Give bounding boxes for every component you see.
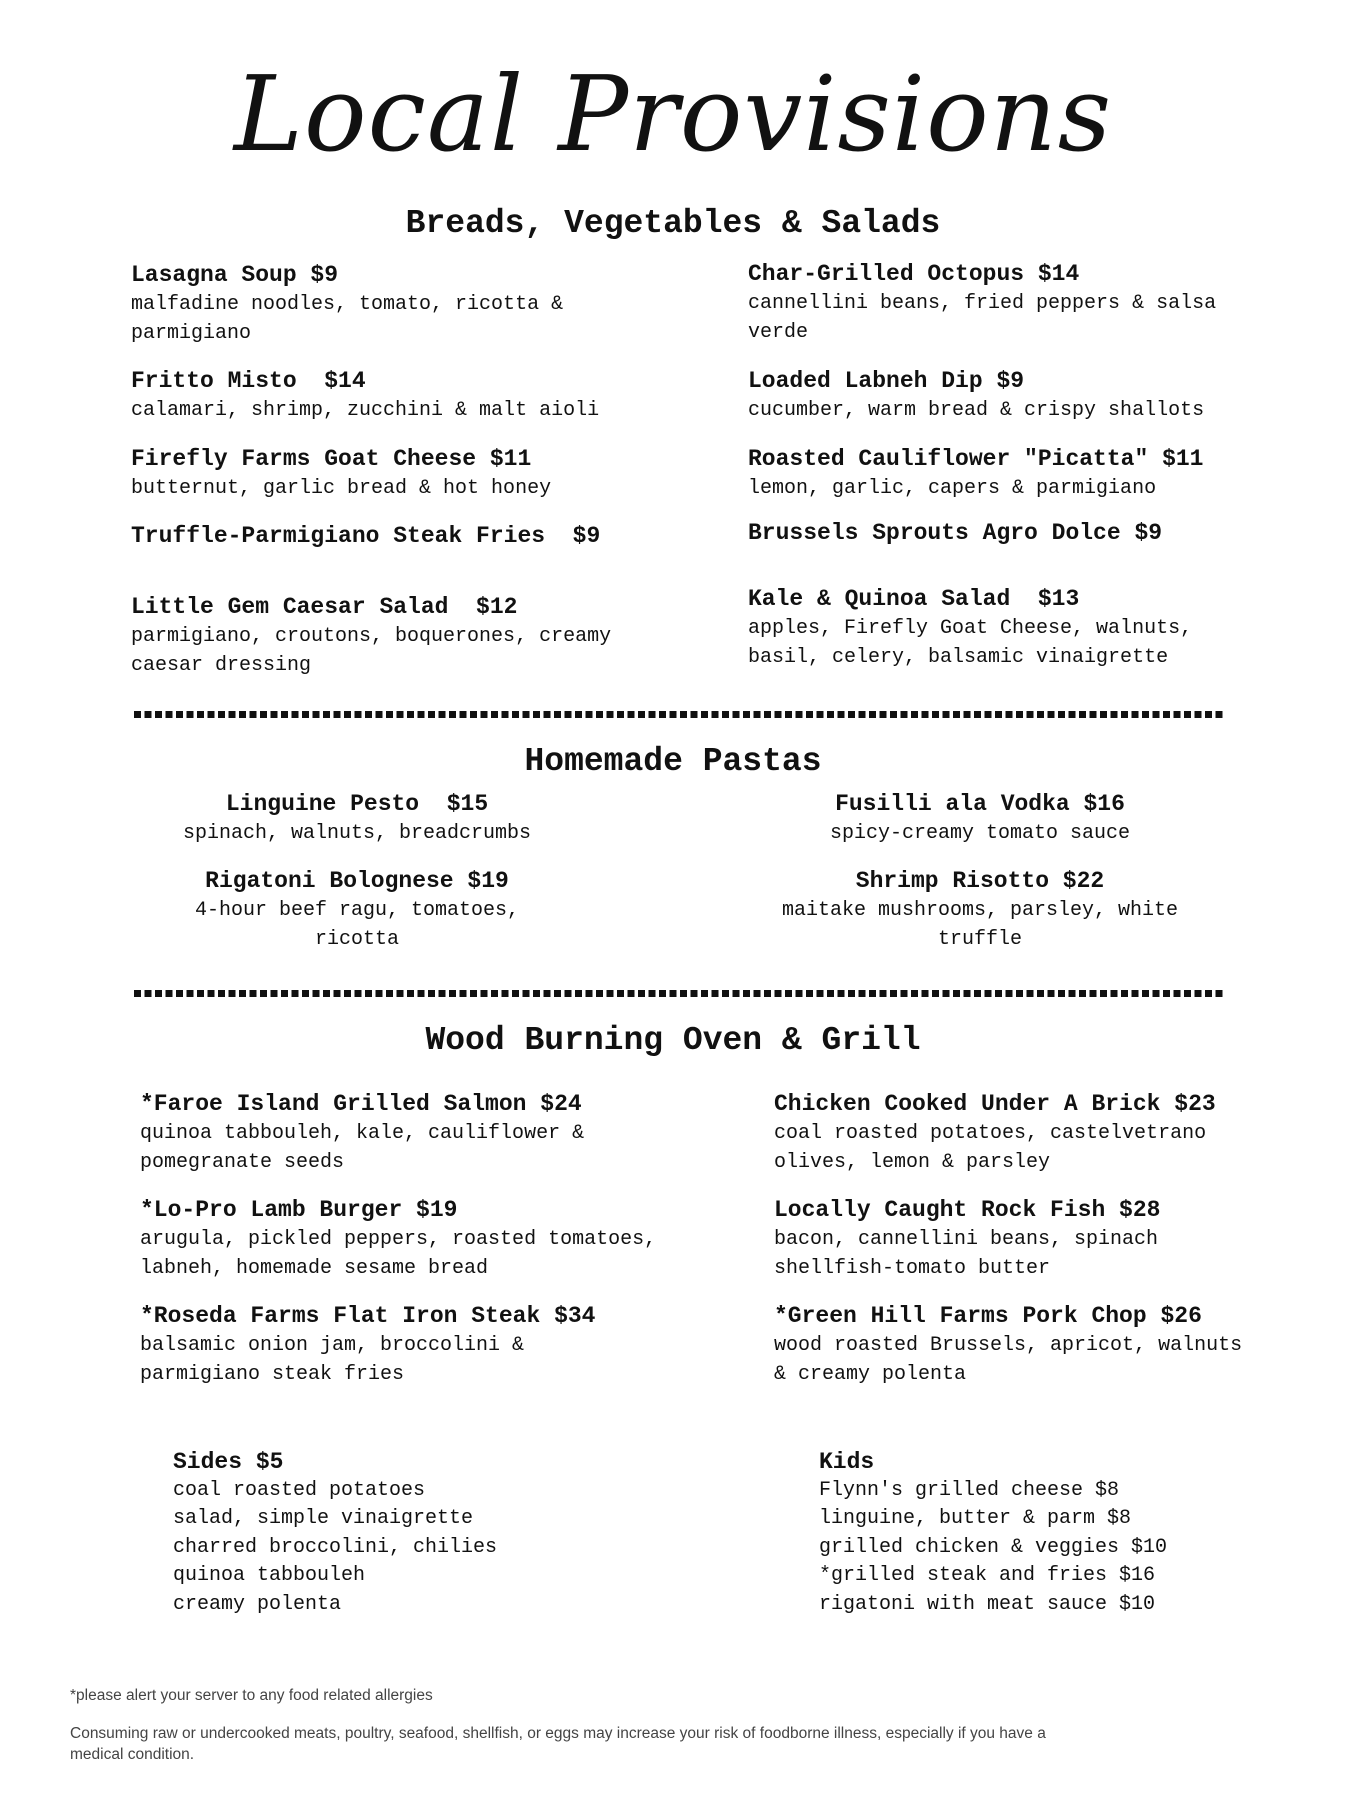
- item-name: Chicken Cooked Under A Brick $23: [774, 1091, 1216, 1117]
- grill-item: [140, 1301, 640, 1389]
- item-name: Fritto Misto $14: [131, 368, 366, 394]
- pasta-item: [760, 866, 1200, 954]
- item-name: Linguine Pesto $15: [225, 791, 489, 817]
- breads-item: [748, 444, 1318, 503]
- item-desc: lemon, garlic, capers & parmigiano: [748, 477, 1157, 500]
- grill-item: [774, 1301, 1264, 1389]
- item-name: Truffle-Parmigiano Steak Fries $9: [131, 523, 601, 549]
- item-name: *Lo-Pro Lamb Burger $19: [140, 1197, 458, 1223]
- health-warning: Consuming raw or undercooked meats, poultry, seafood, shellfish, or eggs may increase your risk of foodborne illness, especially if you have a medical condition.: [70, 1725, 1046, 1763]
- item-desc: 4-hour beef ragu, tomatoes, ricotta: [194, 899, 520, 951]
- section-title-grill: Wood Burning Oven & Grill: [425, 1022, 921, 1059]
- breads-item: [748, 518, 1308, 548]
- item-name: Rigatoni Bolognese $19: [205, 868, 509, 894]
- breads-item: [131, 592, 631, 680]
- item-name: *Roseda Farms Flat Iron Steak $34: [140, 1303, 596, 1329]
- item-desc: parmigiano, croutons, boquerones, creamy caesar dressing: [131, 625, 612, 677]
- item-desc: spinach, walnuts, breadcrumbs: [182, 822, 532, 845]
- breads-item: [748, 259, 1268, 347]
- sides-title: Sides $5: [173, 1449, 284, 1475]
- grill-item: [140, 1089, 660, 1177]
- grill-item: [774, 1089, 1274, 1177]
- item-name: Fusilli ala Vodka $16: [835, 791, 1125, 817]
- kids-item: linguine, butter & parm $8: [819, 1507, 1132, 1531]
- kids-title: Kids: [819, 1449, 875, 1475]
- pasta-item: [760, 789, 1200, 848]
- section-title-pastas: Homemade Pastas: [524, 743, 822, 780]
- item-name: Char-Grilled Octopus $14: [748, 261, 1080, 287]
- allergy-note: *please alert your server to any food related allergies: [70, 1687, 433, 1704]
- kids-item: *grilled steak and fries $16: [819, 1564, 1156, 1588]
- restaurant-title: Local Provisions: [233, 53, 1113, 175]
- item-name: *Green Hill Farms Pork Chop $26: [774, 1303, 1202, 1329]
- pasta-item: [152, 866, 562, 954]
- grill-item: [140, 1195, 660, 1283]
- item-desc: wood roasted Brussels, apricot, walnuts & creamy polenta: [774, 1334, 1243, 1386]
- item-desc: apples, Firefly Goat Cheese, walnuts, basil, celery, balsamic vinaigrette: [748, 617, 1193, 669]
- sides-list: [173, 1447, 633, 1619]
- pasta-item: [152, 789, 562, 848]
- grill-item: [774, 1195, 1254, 1283]
- item-name: Brussels Sprouts Agro Dolce $9: [748, 520, 1163, 546]
- kids-item: grilled chicken & veggies $10: [819, 1535, 1168, 1559]
- item-name: Lasagna Soup $9: [131, 262, 339, 288]
- item-desc: quinoa tabbouleh, kale, cauliflower & pomegranate seeds: [140, 1122, 585, 1174]
- item-name: Locally Caught Rock Fish $28: [774, 1197, 1161, 1223]
- item-desc: malfadine noodles, tomato, ricotta & parmigiano: [131, 293, 564, 345]
- item-desc: cannellini beans, fried peppers & salsa verde: [748, 292, 1217, 344]
- side-item: charred broccolini, chilies: [173, 1535, 498, 1559]
- side-item: quinoa tabbouleh: [173, 1564, 366, 1588]
- item-desc: maitake mushrooms, parsley, white truffle: [781, 899, 1179, 951]
- item-desc: bacon, cannellini beans, spinach shellfish-tomato butter: [774, 1228, 1159, 1280]
- dotted-divider: [134, 990, 1224, 997]
- side-item: coal roasted potatoes: [173, 1479, 426, 1502]
- section-title-breads: Breads, Vegetables & Salads: [405, 205, 941, 242]
- breads-item: [131, 444, 691, 503]
- item-desc: butternut, garlic bread & hot honey: [131, 477, 552, 500]
- item-desc: cucumber, warm bread & crispy shallots: [748, 399, 1205, 422]
- side-item: salad, simple vinaigrette: [173, 1507, 474, 1531]
- item-desc: calamari, shrimp, zucchini & malt aioli: [131, 399, 600, 422]
- dotted-divider: [134, 711, 1224, 718]
- item-name: Kale & Quinoa Salad $13: [748, 586, 1080, 612]
- item-name: Roasted Cauliflower "Picatta" $11: [748, 446, 1204, 472]
- item-name: Firefly Farms Goat Cheese $11: [131, 446, 532, 472]
- side-item: creamy polenta: [173, 1592, 342, 1616]
- item-name: Shrimp Risotto $22: [855, 868, 1105, 894]
- breads-item: [748, 366, 1308, 425]
- item-desc: spicy-creamy tomato sauce: [829, 822, 1131, 845]
- item-desc: balsamic onion jam, broccolini & parmigiano steak fries: [140, 1334, 525, 1386]
- item-desc: coal roasted potatoes, castelvetrano olives, lemon & parsley: [774, 1122, 1207, 1174]
- kids-item: rigatoni with meat sauce $10: [819, 1592, 1156, 1616]
- breads-item: [748, 584, 1258, 672]
- breads-item: [131, 260, 651, 348]
- item-desc: arugula, pickled peppers, roasted tomatoes, labneh, homemade sesame bread: [140, 1228, 657, 1280]
- breads-item: [131, 366, 691, 425]
- breads-item: [131, 521, 691, 551]
- item-name: Little Gem Caesar Salad $12: [131, 594, 518, 620]
- kids-list: [819, 1447, 1279, 1619]
- kids-item: Flynn's grilled cheese $8: [819, 1479, 1120, 1502]
- item-name: *Faroe Island Grilled Salmon $24: [140, 1091, 582, 1117]
- item-name: Loaded Labneh Dip $9: [748, 368, 1025, 394]
